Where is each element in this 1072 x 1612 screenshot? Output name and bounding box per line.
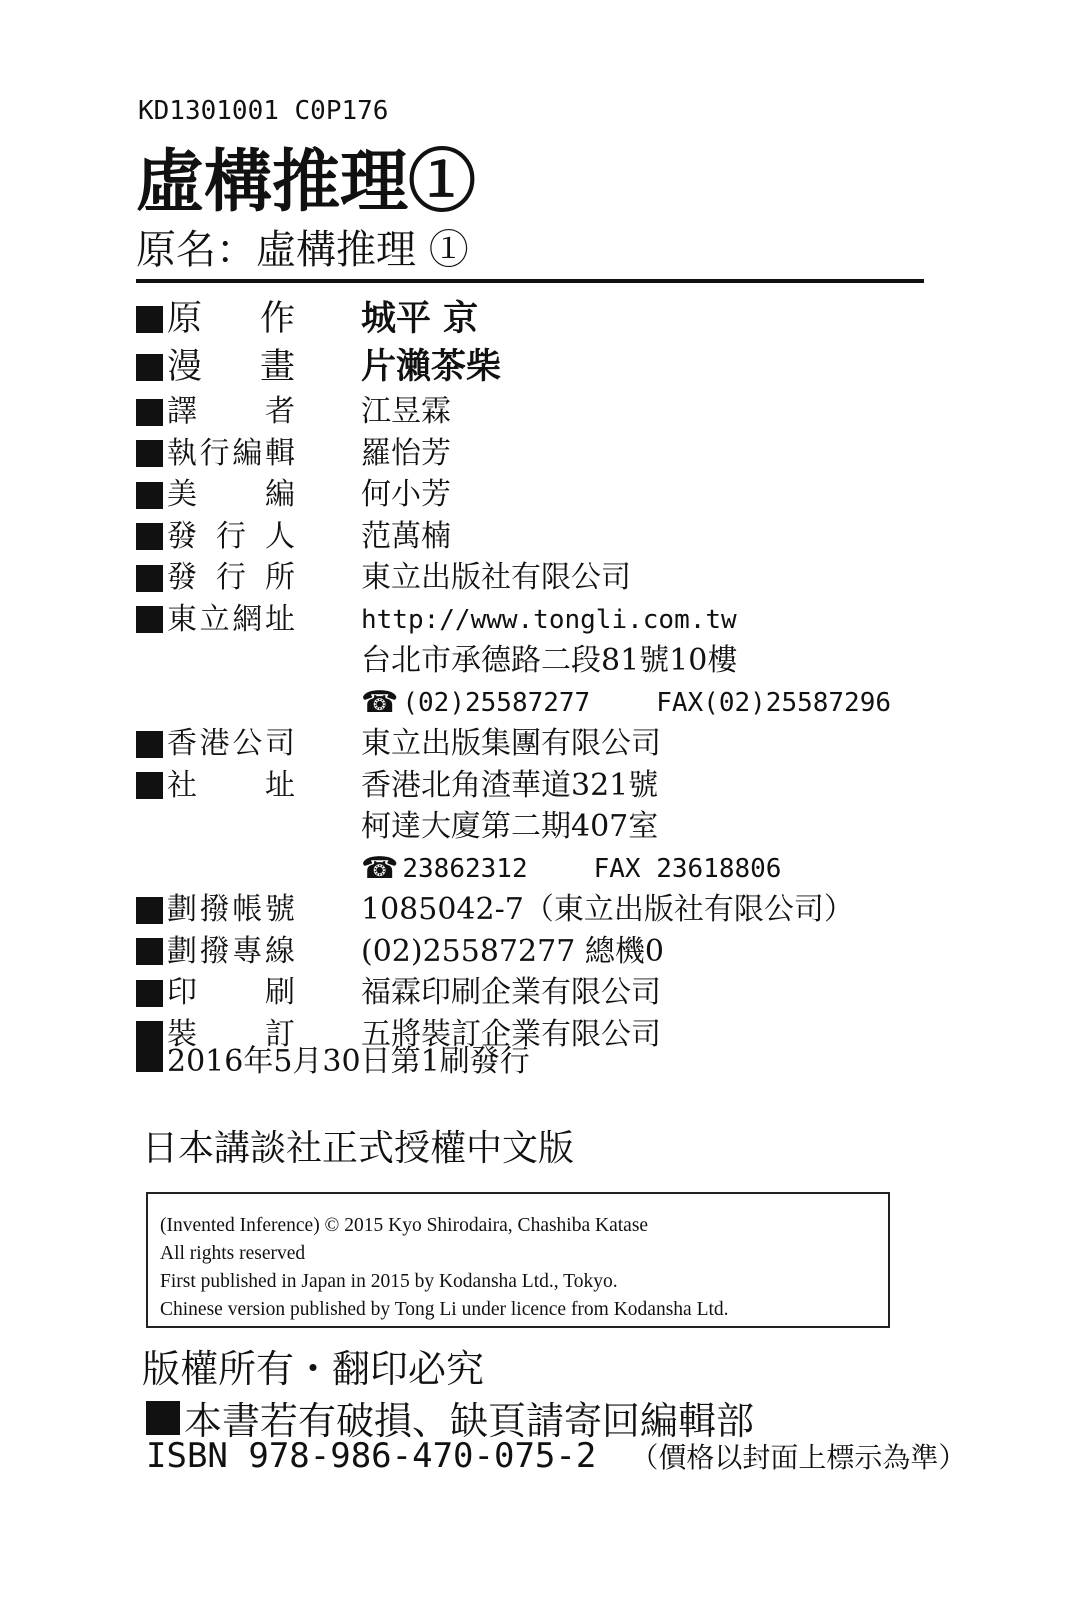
price-note: （價格以封面上標示為準） <box>630 1441 967 1474</box>
tongli-phone-row <box>136 683 956 725</box>
hk-phone-row <box>136 849 956 891</box>
square-bullet <box>136 354 163 381</box>
payment-line-row <box>136 932 956 974</box>
copyright-box <box>146 1192 890 1328</box>
credit-label: 印 刷 <box>167 975 295 1010</box>
credit-value: 何小芳 <box>361 477 451 512</box>
square-bullet <box>136 938 163 965</box>
original-title: 原名：虛構推理 ① <box>136 227 469 273</box>
tongli-address-row <box>136 641 956 683</box>
copyright-line: All rights reserved <box>160 1243 306 1264</box>
title-divider <box>136 279 924 283</box>
credit-row-translator <box>136 392 956 434</box>
square-bullet <box>136 440 163 467</box>
square-bullet <box>136 565 163 592</box>
credit-label: 美 編 <box>167 477 295 512</box>
book-title: 虛構推理① <box>136 142 477 222</box>
hk-company-row <box>136 724 956 766</box>
square-bullet <box>136 482 163 509</box>
credit-label: 發 行 所 <box>167 560 295 595</box>
credit-row-publishing-house <box>136 558 956 600</box>
issue-date <box>136 1036 530 1080</box>
credit-label: 譯 者 <box>167 394 295 429</box>
copyright-line: Chinese version published by Tong Li under licence from Kodansha Ltd. <box>160 1299 729 1320</box>
printer: 福霖印刷企業有限公司 <box>361 975 661 1010</box>
hk-fax: FAX 23618806 <box>593 853 782 884</box>
damage-notice-text: 本書若有破損、缺頁請寄回編輯部 <box>184 1399 755 1443</box>
copyright-line: First published in Japan in 2015 by Kodansha Ltd., Tokyo. <box>160 1271 618 1292</box>
square-bullet <box>136 731 163 758</box>
square-bullet <box>136 523 163 550</box>
credit-label: 劃 撥 專 線 <box>167 933 295 969</box>
credit-value: 片瀨茶柴 <box>361 346 502 387</box>
hk-address-row-2 <box>136 807 956 849</box>
credit-label: 東 立 網 址 <box>167 601 295 637</box>
credit-label: 裝 訂 <box>167 1016 295 1052</box>
website-url[interactable]: http://www.tongli.com.tw <box>361 604 737 635</box>
credit-label: 香 港 公 司 <box>167 726 295 761</box>
credit-value: 范萬楠 <box>361 518 451 554</box>
hk-address-line2: 柯達大廈第二期407室 <box>361 809 659 844</box>
credits-list <box>136 296 956 1056</box>
credit-label: 執 行 編 輯 <box>167 435 295 471</box>
tongli-address: 台北市承德路二段81號10樓 <box>361 643 738 678</box>
binder: 五將裝訂企業有限公司 <box>361 1016 661 1052</box>
tongli-phone: (02)25587277 <box>402 687 591 718</box>
printer-row <box>136 973 956 1015</box>
credit-label: 漫 畫 <box>167 347 295 387</box>
hk-company: 東立出版集團有限公司 <box>361 726 661 761</box>
square-bullet <box>146 1401 180 1435</box>
tongli-fax: FAX(02)25587296 <box>656 687 892 718</box>
telephone-icon: ☎ <box>361 684 399 720</box>
square-bullet <box>136 606 163 633</box>
payment-hotline: (02)25587277 總機0 <box>361 933 664 969</box>
credit-label: 發 行 人 <box>167 518 295 554</box>
hk-address-line1: 香港北角渣華道321號 <box>361 767 659 803</box>
credit-label: 劃 撥 帳 號 <box>167 892 295 927</box>
credit-value: 羅怡芳 <box>361 435 451 471</box>
square-bullet <box>136 1045 163 1072</box>
telephone-icon: ☎ <box>361 850 399 886</box>
isbn-line <box>146 1436 966 1476</box>
credit-value: 江昱霖 <box>361 394 451 429</box>
credit-row-publisher <box>136 517 956 559</box>
square-bullet <box>136 772 163 799</box>
credit-label: 社 址 <box>167 767 295 803</box>
credit-row-artist <box>136 344 956 392</box>
square-bullet <box>136 306 163 333</box>
product-code: KD1301001 C0P176 <box>138 96 389 126</box>
credit-value: 城平 京 <box>361 298 479 339</box>
square-bullet <box>136 980 163 1007</box>
issue-date-text: 2016年5月30日第1刷發行 <box>167 1044 530 1079</box>
rights-notice: 版權所有・翻印必究 <box>142 1347 485 1391</box>
square-bullet <box>136 897 163 924</box>
copyright-line: (Invented Inference) © 2015 Kyo Shirodaira, Chashiba Katase <box>160 1215 649 1236</box>
hk-address-row <box>136 766 956 808</box>
credit-row-designer <box>136 475 956 517</box>
license-notice: 日本講談社正式授權中文版 <box>142 1128 575 1169</box>
credit-value: 東立出版社有限公司 <box>361 560 631 595</box>
payment-account: 1085042-7（東立出版社有限公司） <box>361 892 854 927</box>
credit-row-website <box>136 600 956 642</box>
credit-row-editor <box>136 434 956 476</box>
isbn-number: ISBN 978-986-470-075-2 <box>146 1436 597 1476</box>
credit-label: 原 作 <box>167 299 295 339</box>
square-bullet <box>136 399 163 426</box>
payment-account-row <box>136 890 956 932</box>
credit-row-author <box>136 296 956 344</box>
hk-phone: 23862312 <box>402 853 528 884</box>
